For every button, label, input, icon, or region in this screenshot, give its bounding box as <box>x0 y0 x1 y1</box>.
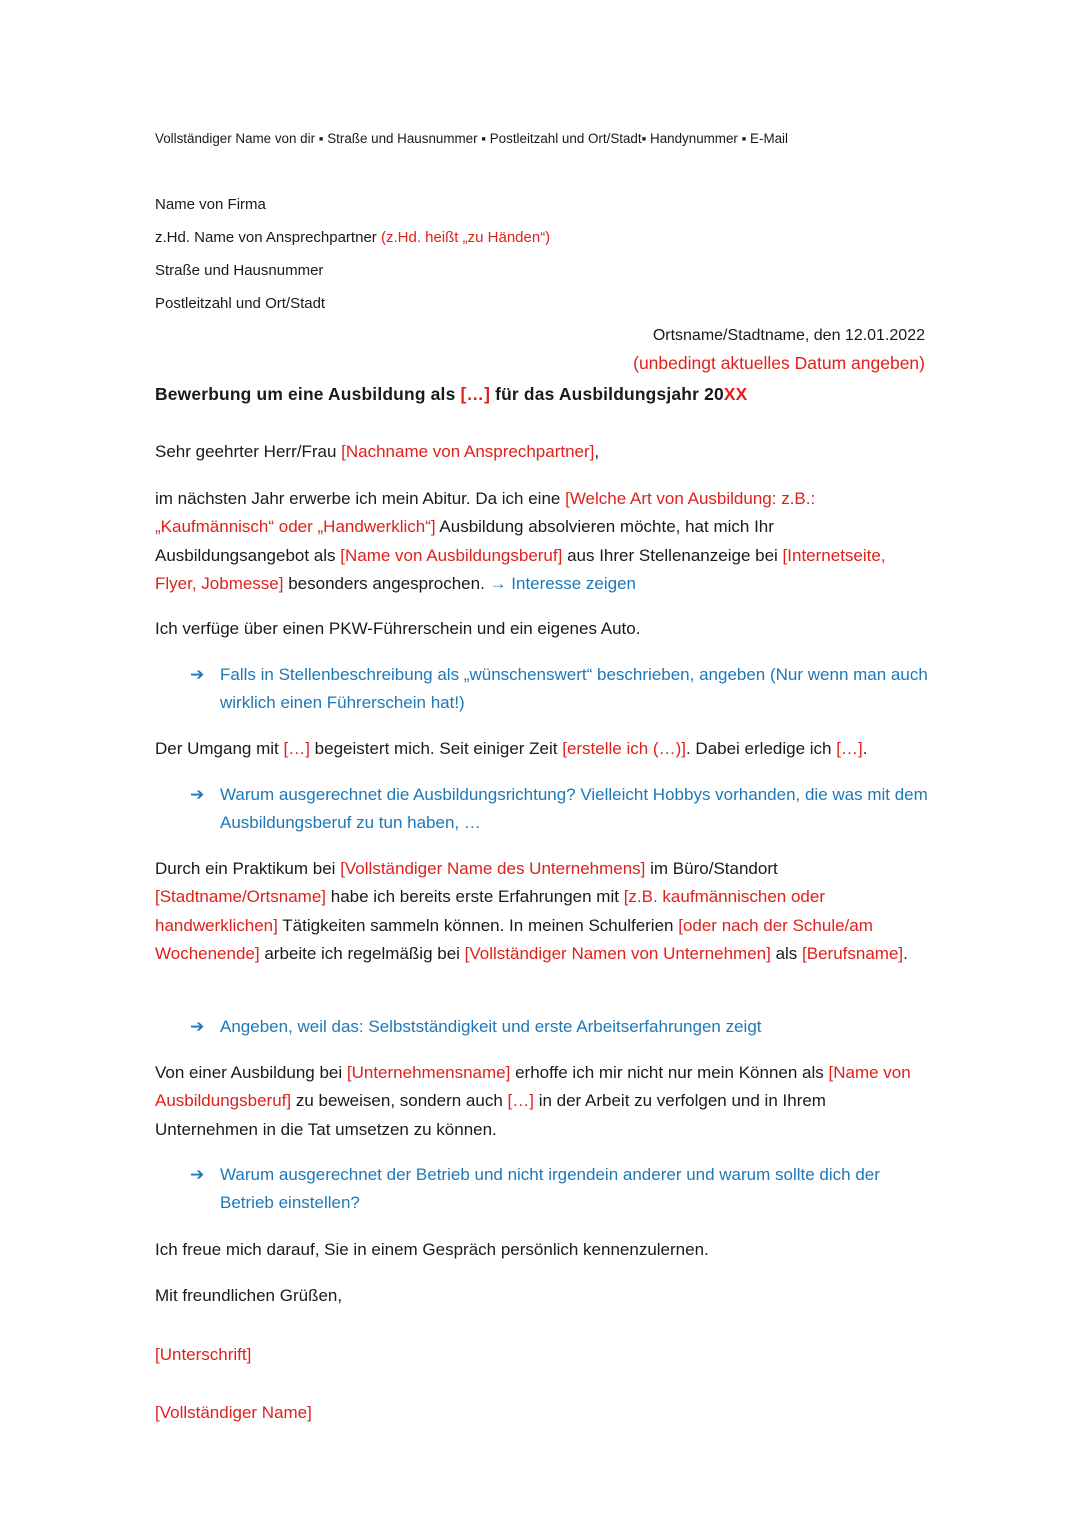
subject-placeholder-1: […] <box>460 384 491 404</box>
signature-placeholder: [Unterschrift] <box>155 1345 252 1364</box>
experience-text-4: Tätigkeiten sammeln können. In meinen Schulferien <box>277 915 679 935</box>
closing-greeting: Mit freundlichen Grüßen, <box>155 1286 343 1305</box>
salutation-text: Sehr geehrter Herr/Frau <box>155 442 342 461</box>
interest-text-1: Der Umgang mit <box>155 739 284 758</box>
experience-text-3: habe ich bereits erste Erfahrungen mit <box>326 887 624 907</box>
paragraph-intro <box>155 485 930 598</box>
intro-placeholder-2: [Name von Ausbildungsberuf] <box>340 545 563 565</box>
motivation-placeholder-1: [Unternehmensname] <box>346 1063 511 1082</box>
intro-text-3: aus Ihrer Stellenanzeige bei <box>562 545 783 565</box>
recipient-city: Postleitzahl und Ort/Stadt <box>155 295 326 312</box>
subject-text-1: Bewerbung um eine Ausbildung als <box>155 384 461 404</box>
experience-placeholder-6: [Berufsname] <box>802 943 904 963</box>
hint-bullet-1-text: Falls in Stellenbeschreibung als „wünschenswert“ beschrieben, angeben (Nur wenn man auch wirklich einen Führerschein hat!) <box>220 665 928 713</box>
experience-text-7: . <box>903 943 908 963</box>
subject-text-2: für das Ausbildungsjahr 20 <box>490 384 724 404</box>
paragraph-interest <box>155 735 930 763</box>
motivation-text-3: zu beweisen, sondern auch <box>291 1091 508 1111</box>
intro-text-4: besonders angesprochen. <box>283 573 490 593</box>
hint-bullet-4-text: Warum ausgerechnet der Betrieb und nicht irgendein anderer und warum sollte dich der Betrieb einstellen? <box>220 1165 880 1213</box>
experience-placeholder-1: [Vollständiger Name des Unternehmens] <box>340 859 646 878</box>
salutation-placeholder: [Nachname von Ansprechpartner] <box>341 442 595 461</box>
interest-placeholder-3: […] <box>836 739 863 758</box>
subject-line <box>155 384 747 405</box>
date-hint: (unbedingt aktuelles Datum angeben) <box>633 353 925 373</box>
experience-placeholder-3: [z.B. kaufmännischen oder handwerklichen] <box>155 887 825 935</box>
closing-sentence: Ich freue mich darauf, Sie in einem Gespräch persönlich kennenzulernen. <box>155 1240 709 1259</box>
recipient-contact <box>155 229 550 246</box>
intro-placeholder-1: [Welche Art von Ausbildung: z.B.: „Kaufmännisch“ oder „Handwerklich“] <box>155 489 816 537</box>
interest-text-4: . <box>862 739 868 758</box>
experience-placeholder-5: [Vollständiger Namen von Unternehmen] <box>464 943 771 963</box>
interest-placeholder-2: [erstelle ich (…)] <box>562 739 686 758</box>
arrow-right-icon: ➔ <box>190 785 205 804</box>
motivation-placeholder-2: [Name von Ausbildungsberuf] <box>155 1063 911 1111</box>
intro-text-2: Ausbildung absolvieren möchte, hat mich Ihr Ausbildungsangebot als <box>155 517 774 565</box>
paragraph-motivation <box>155 1059 930 1144</box>
interest-placeholder-1: […] <box>283 739 310 758</box>
motivation-text-4: in der Arbeit zu verfolgen und in Ihrem Unternehmen in die Tat umsetzen zu können. <box>155 1091 826 1139</box>
arrow-right-icon: ➔ <box>190 1165 205 1184</box>
hint-bullet-2-text: Warum ausgerechnet die Ausbildungsrichtung? Vielleicht Hobbys vorhanden, die was mit dem Ausbildungsberuf zu tun haben, … <box>220 785 928 833</box>
interest-text-2: begeistert mich. Seit einiger Zeit <box>309 739 563 758</box>
recipient-company: Name von Firma <box>155 196 266 213</box>
motivation-placeholder-3: […] <box>507 1091 534 1111</box>
intro-placeholder-3: [Internetseite, Flyer, Jobmesse] <box>155 545 886 593</box>
hint-bullet-2 <box>190 781 930 838</box>
motivation-text-1: Von einer Ausbildung bei <box>155 1063 347 1082</box>
recipient-contact-label: z.Hd. Name von Ansprechpartner <box>155 229 381 246</box>
intro-hint: → Interesse zeigen <box>489 573 637 593</box>
interest-text-3: . Dabei erledige ich <box>685 739 837 758</box>
intro-text-1: im nächsten Jahr erwerbe ich mein Abitur. Da ich eine <box>155 489 566 508</box>
hint-bullet-3 <box>190 1013 930 1041</box>
subject-placeholder-2: XX <box>723 384 748 404</box>
experience-placeholder-2: [Stadtname/Ortsname] <box>155 887 327 907</box>
experience-text-5: arbeite ich regelmäßig bei <box>259 943 465 963</box>
date-line: Ortsname/Stadtname, den 12.01.2022 <box>652 327 925 344</box>
salutation-comma: , <box>594 442 600 461</box>
recipient-contact-hint: (z.Hd. heißt „zu Händen“) <box>380 229 551 246</box>
hint-bullet-3-text: Angeben, weil das: Selbstständigkeit und erste Arbeitserfahrungen zeigt <box>220 1017 762 1036</box>
hint-bullet-4 <box>190 1161 930 1218</box>
experience-text-2: im Büro/Standort <box>645 859 778 878</box>
arrow-right-icon: ➔ <box>190 665 205 684</box>
experience-placeholder-4: [oder nach der Schule/am Wochenende] <box>155 915 873 963</box>
paragraph-license: Ich verfüge über einen PKW-Führerschein und ein eigenes Auto. <box>155 619 641 638</box>
salutation <box>155 438 930 466</box>
fullname-placeholder: [Vollständiger Name] <box>155 1403 312 1422</box>
paragraph-experience <box>155 855 930 968</box>
sender-header-line: Vollständiger Name von dir ▪ Straße und Hausnummer ▪ Postleitzahl und Ort/Stadt▪ Handynummer ▪ E-Mail <box>155 131 788 146</box>
hint-bullet-1 <box>190 661 930 718</box>
experience-text-6: als <box>770 943 803 963</box>
recipient-street: Straße und Hausnummer <box>155 262 324 279</box>
arrow-right-icon: ➔ <box>190 1017 205 1036</box>
motivation-text-2: erhoffe ich mir nicht nur mein Können als <box>510 1063 829 1082</box>
experience-text-1: Durch ein Praktikum bei <box>155 859 341 878</box>
